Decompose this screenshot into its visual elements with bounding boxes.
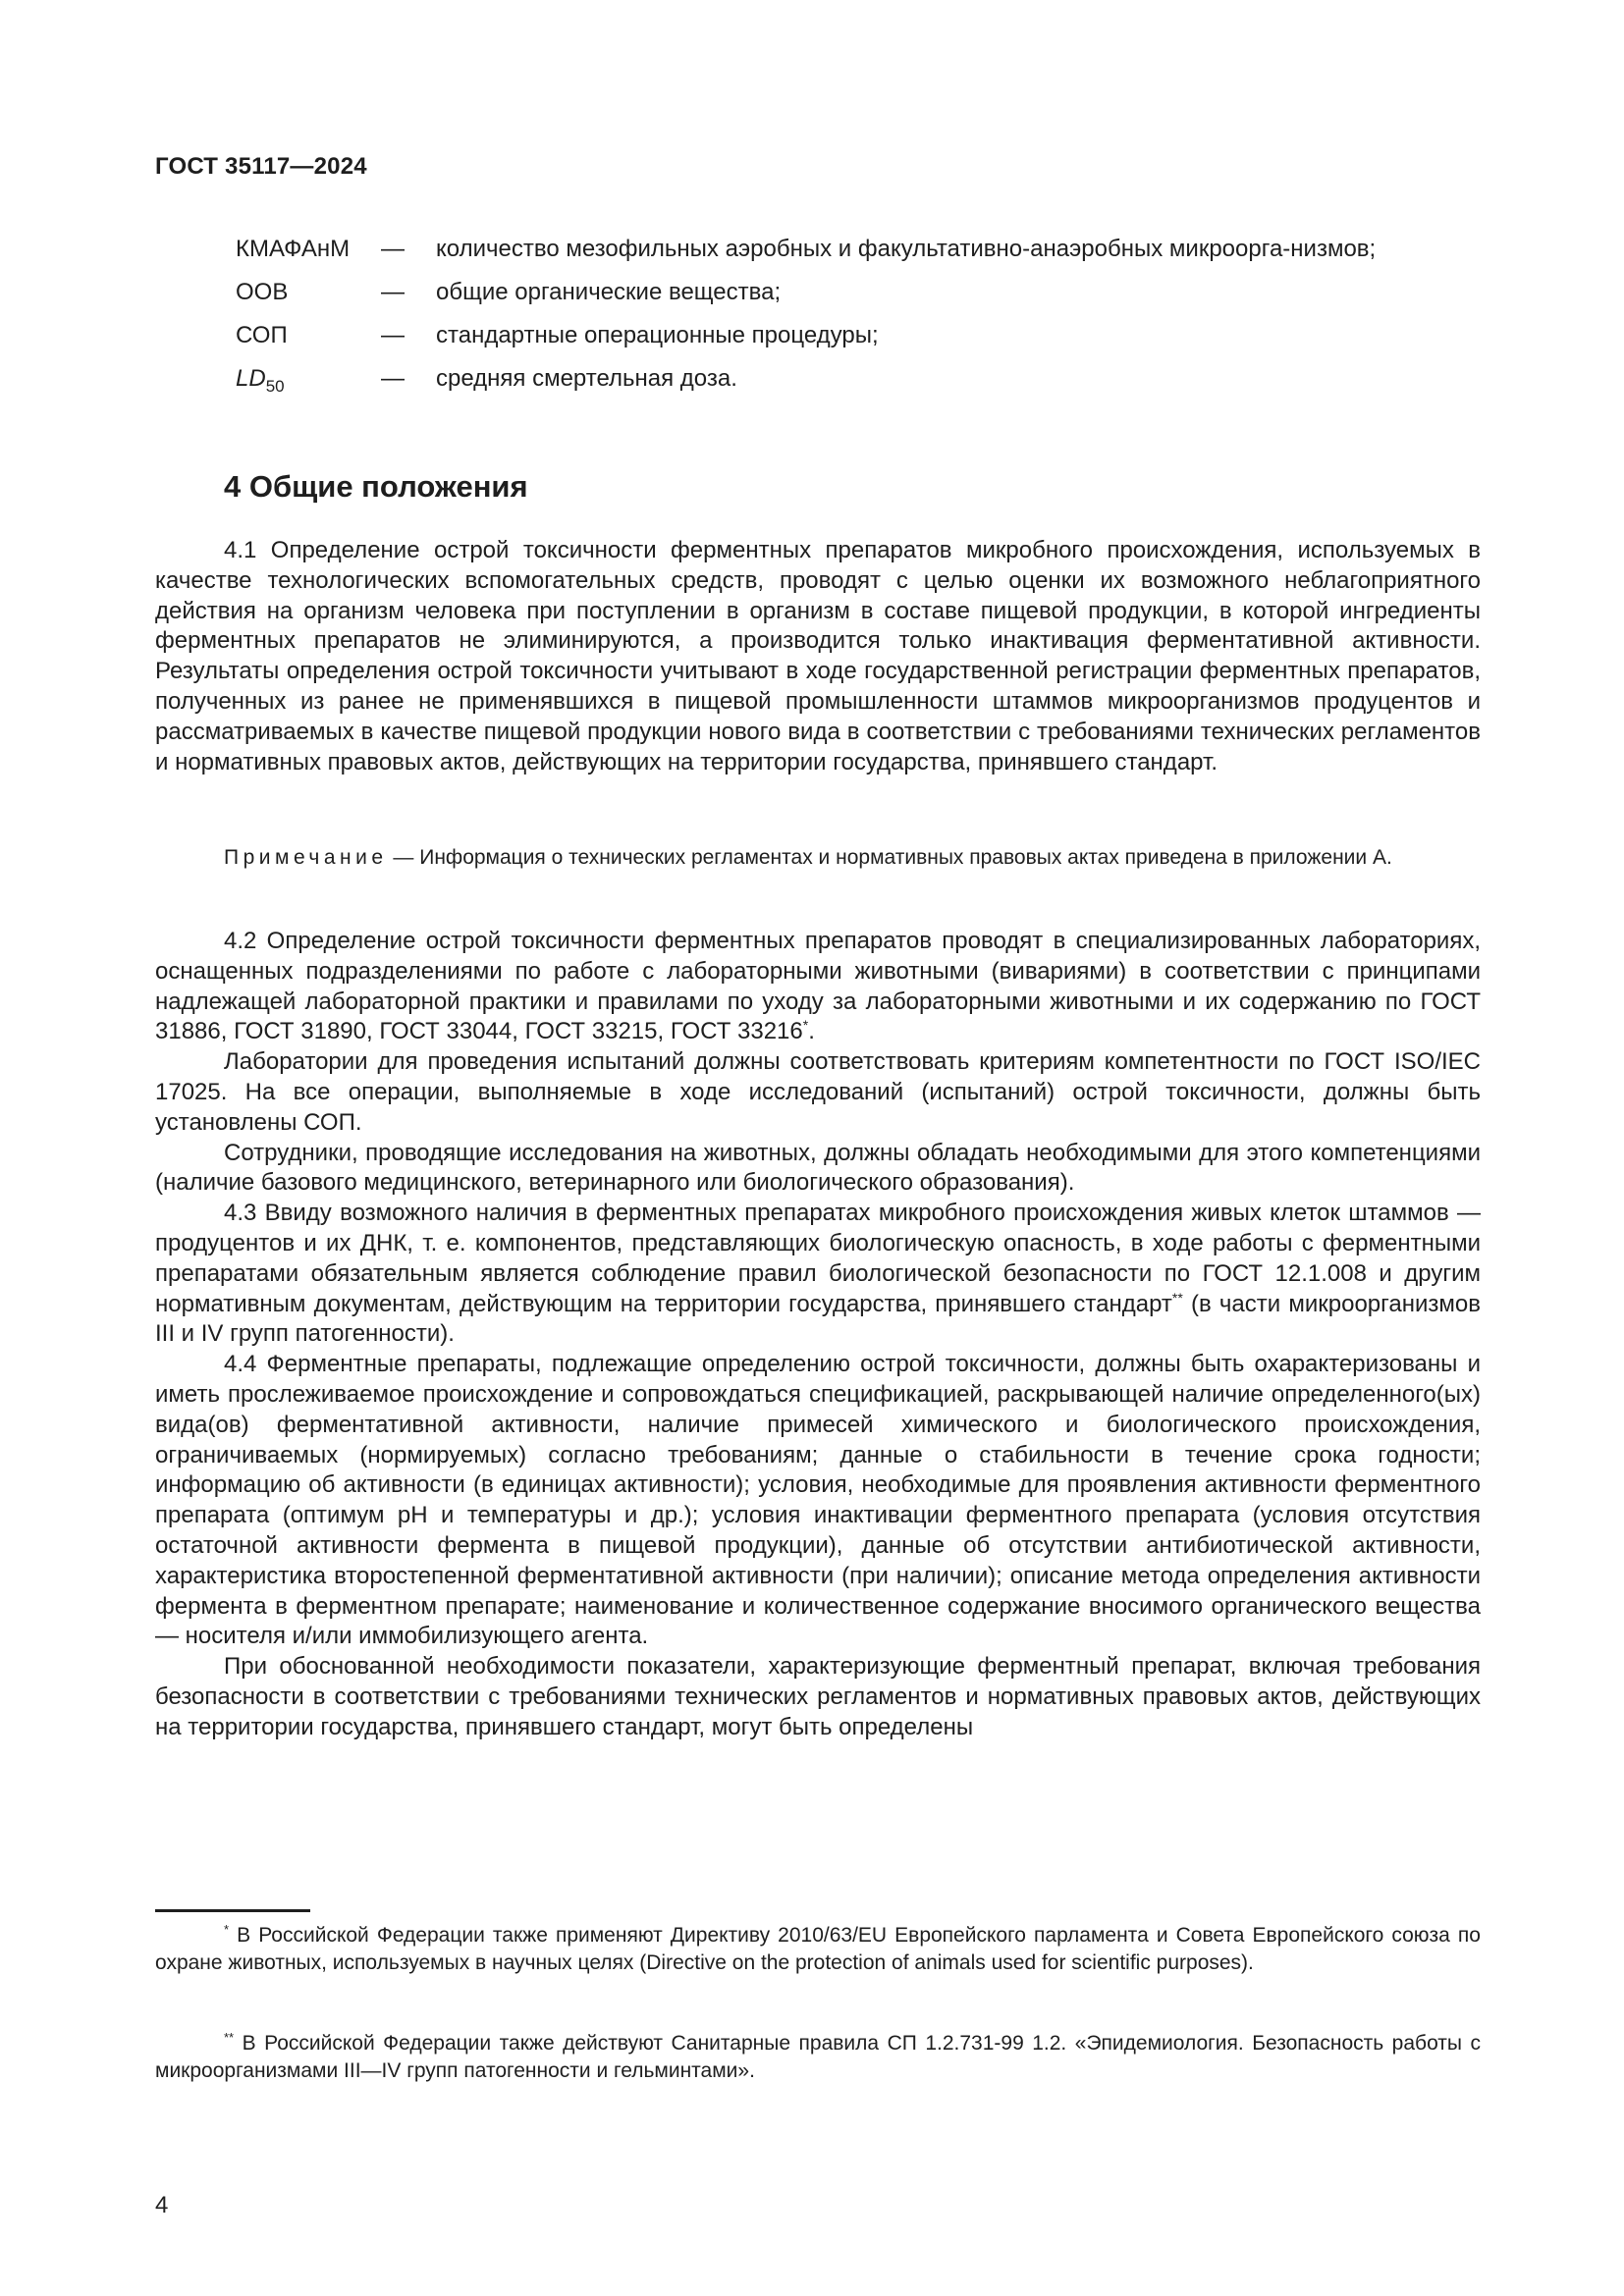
note-text: — Информация о технических регламентах и нормативных правовых актах приведена в приложении А. [387, 846, 1392, 869]
paragraph-4-3 [155, 1199, 1481, 1350]
footnote-2-text: В Российской Федерации также действуют Санитарные правила СП 1.2.731-99 1.2. «Эпидемиология. Безопасность работы с микроорганизмами III—IV групп патогенности и гельминтами». [155, 2032, 1481, 2082]
paragraph-block-4-1 [155, 536, 1481, 777]
footnote-1 [155, 1922, 1481, 1977]
footnote-2 [155, 2030, 1481, 2085]
document-code: ГОСТ 35117—2024 [155, 153, 367, 180]
page-number: 4 [155, 2192, 169, 2218]
paragraph-4-2 [155, 927, 1481, 1047]
footnote-ref-1: * [802, 1017, 809, 1034]
abbreviation-item [236, 363, 1483, 394]
abbreviation-item [236, 320, 1483, 350]
abbreviation-dash: — [381, 322, 405, 348]
section-heading: 4 Общие положения [224, 469, 528, 504]
ld-term-subscript: 50 [265, 377, 285, 396]
paragraph-4-3-text: 4.3 Ввиду возможного наличия в ферментных препаратах микробного происхождения живых клеток штаммов — продуцентов и их ДНК, т. е. компонентов, представляющих биологическую опасность, в ходе работы с ферментными препаратами обязательным является соблюдение правил биологической безопасности по ГОСТ 12.1.008 и другим нормативным документам, действующим на территории государства, принявшего стандарт [155, 1200, 1481, 1317]
paragraph-laboratories: Лаборатории для проведения испытаний должны соответствовать критериям компетентности по ГОСТ ISO/IEC 17025. На все операции, выполняемые в ходе исследований (испытаний) острой токсичности, должны быть установлены СОП. [155, 1048, 1481, 1136]
abbreviation-definition: количество мезофильных аэробных и факультативно-анаэробных микроорга-низмов; [436, 236, 1377, 262]
abbreviation-item [236, 234, 1483, 264]
ld-term-base: LD [236, 365, 266, 392]
footnote-1-mark: * [224, 1922, 230, 1937]
footnote-ref-2: ** [1171, 1289, 1183, 1306]
note-label: Примечание [224, 846, 388, 869]
paragraph-4-2-text: 4.2 Определение острой токсичности ферментных препаратов проводят в специализированных лабораториях, оснащенных подразделениями по работе с лабораторными животными (вивариями) в соответствии с принципами надлежащей лабораторной практики и правилами по уходу за лабораторными животными и их содержанию по ГОСТ 31886, ГОСТ 31890, ГОСТ 33044, ГОСТ 33215, ГОСТ 33216 [155, 928, 1481, 1045]
abbreviation-list [236, 234, 1483, 406]
footnote-divider [155, 1909, 310, 1912]
abbreviation-definition: средняя смертельная доза. [436, 365, 737, 392]
abbreviation-term: КМАФАнМ [236, 236, 351, 262]
abbreviation-definition: стандартные операционные процедуры; [436, 322, 879, 348]
abbreviation-dash: — [381, 236, 405, 262]
paragraph-4-3-end: (в части микроорганизмов III и IV групп патогенности). [155, 1290, 1481, 1348]
abbreviation-dash: — [381, 279, 405, 305]
abbreviation-term: ООВ [236, 279, 289, 305]
abbreviation-definition: общие органические вещества; [436, 279, 782, 305]
abbreviation-term-ld50 [236, 363, 381, 394]
paragraph-block-4-2-to-end [155, 927, 1481, 1743]
paragraph-4-2-end: . [808, 1018, 815, 1045]
paragraph-staff: Сотрудники, проводящие исследования на животных, должны обладать необходимыми для этого компетенциями (наличие базового медицинского, ветеринарного или биологического образования). [155, 1139, 1481, 1197]
abbreviation-item [236, 277, 1483, 307]
abbreviation-dash: — [381, 365, 405, 392]
paragraph-last: При обоснованной необходимости показатели, характеризующие ферментный препарат, включая требования безопасности в соответствии с требованиями технических регламентов и нормативных правовых актов, действующих на территории государства, принявшего стандарт, могут быть определены [155, 1653, 1481, 1740]
note [155, 844, 1481, 872]
abbreviation-term: СОП [236, 322, 288, 348]
paragraph-4-4: 4.4 Ферментные препараты, подлежащие определению острой токсичности, должны быть охарактеризованы и иметь прослеживаемое происхождение и сопровождаться спецификацией, раскрывающей наличие определенного(ых) вида(ов) ферментативной активности, наличие примесей химического и биологического происхождения, ограничиваемых (нормируемых) согласно требованиям; данные о стабильности в течение срока годности; информацию об активности (в единицах активности); условия, необходимые для проявления активности ферментного препарата (оптимум pH и температуры и др.); условия инактивации ферментного препарата (условия отсутствия остаточной активности фермента в пищевой продукции), данные об отсутствии антибиотической активности, характеристика второстепенной ферментативной активности (при наличии); описание метода определения активности фермента в ферментном препарате; наименование и количественное содержание вносимого органического вещества — носителя и/или иммобилизующего агента. [155, 1351, 1481, 1650]
footnote-1-text: В Российской Федерации также применяют Директиву 2010/63/EU Европейского парламента и Совета Европейского союза по охране животных, используемых в научных целях (Directive on the protection of animals used for scientific purposes). [155, 1924, 1481, 1974]
paragraph-4-1: 4.1 Определение острой токсичности ферментных препаратов микробного происхождения, используемых в качестве технологических вспомогательных средств, проводят с целью оценки их возможного неблагоприятного действия на организм человека при поступлении в организм в составе пищевой продукции, в которой ингредиенты ферментных препаратов не элиминируются, а производится только инактивация ферментативной активности. Результаты определения острой токсичности учитывают в ходе государственной регистрации ферментных препаратов, полученных из ранее не применявшихся в пищевой промышленности штаммов микроорганизмов продуцентов и рассматриваемых в качестве пищевой продукции нового вида в соответствии с требованиями технических регламентов и нормативных правовых актов, действующих на территории государства, принявшего стандарт. [155, 537, 1481, 775]
footnote-2-mark: ** [224, 2030, 235, 2045]
